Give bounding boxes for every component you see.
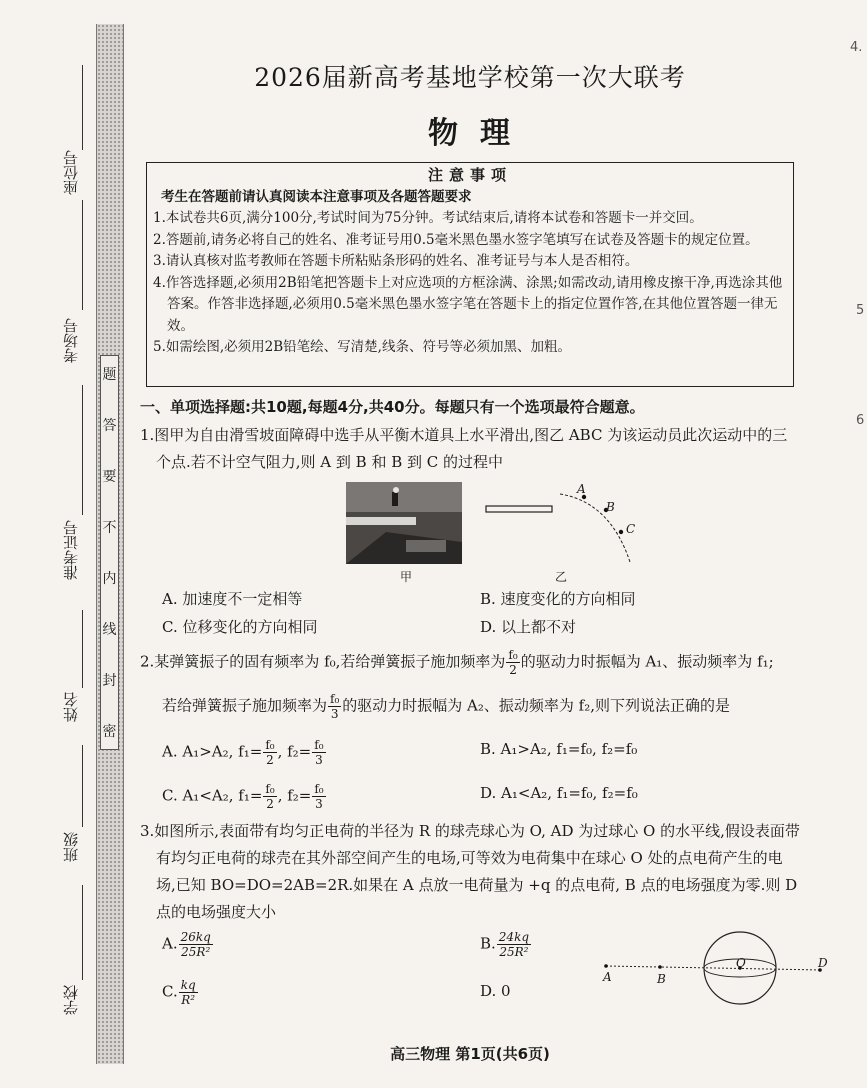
sphere-point-d: D [818, 956, 828, 970]
figure-a-label: 甲 [400, 570, 413, 584]
field-line [82, 385, 83, 515]
admission-number-field: 准考证号 [62, 520, 80, 580]
question-stem: 1.图甲为自由滑雪坡面障碍中选手从平衡木道具上水平滑出,图乙 ABC 为该运动员此次运动中的三个点.若不计空气阻力,则 A 到 B 和 B 到 C 的过程中 [140, 426, 788, 471]
q2-line-1: 2.某弹簧振子的固有频率为 f₀,若给弹簧振子施加频率为 $\frac{\text{f₀}}{2}$ 的驱动力时振幅为 A₁、振动频率为 f₁; [140, 648, 774, 677]
q3-option-d: D. 0 [480, 982, 511, 1000]
seal-char: 密 [102, 724, 117, 740]
sphere-point-o: O [736, 956, 746, 970]
question-3 [140, 818, 800, 926]
notice-item: 1.本试卷共6页,满分100分,考试时间为75分钟。考试结束后,请将本试卷和答题卡一并交回。 [153, 210, 703, 226]
field-line [82, 610, 83, 688]
edge-mark: 4. [850, 40, 863, 55]
class-field: 班级 [62, 832, 80, 862]
exam-title: 2026届新高考基地学校第一次大联考 [254, 63, 686, 92]
notice-box [146, 162, 794, 387]
q3-option-a: A. $\frac{26kq}{\text{25R²}}$ [162, 930, 211, 959]
section-title: 一、单项选择题:共10题,每题4分,共40分。每题只有一个选项最符合题意。 [140, 398, 645, 416]
page-footer: 高三物理 第1页(共6页) [390, 1045, 550, 1063]
subject-title: 物理 [428, 116, 532, 151]
notice-item: 3.请认真核对监考教师在答题卡所粘贴条形码的姓名、准考证号与本人是否相符。 [153, 253, 639, 269]
seal-char: 线 [102, 622, 117, 638]
q2-option-a: A. A₁>A₂, f₁= $\frac{\text{f₀}}{2}$ , f₂= $\frac{\text{f₀}}{3}$ [162, 738, 324, 767]
q2-option-b: B. A₁>A₂, f₁=f₀, f₂=f₀ [480, 740, 638, 758]
field-line [82, 885, 83, 980]
q1-option-a: A. 加速度不一定相等 [162, 590, 303, 608]
q2-option-d: D. A₁<A₂, f₁=f₀, f₂=f₀ [480, 784, 638, 802]
sphere-diagram [600, 926, 830, 1016]
q1-option-d: D. 以上都不对 [480, 618, 577, 636]
sphere-point-a: A [603, 970, 612, 984]
notice-intro: 考生在答题前请认真阅读本注意事项及各题答题要求 [161, 188, 472, 205]
seal-char: 封 [102, 673, 117, 689]
point-a-label: A [577, 482, 586, 496]
seal-char: 题 [102, 367, 117, 383]
edge-mark: 6 [856, 413, 865, 428]
figure-b-label: 乙 [555, 570, 568, 584]
point-b-label: B [606, 500, 615, 514]
q3-option-b: B. $\frac{24kq}{\text{25R²}}$ [480, 930, 530, 959]
seal-char: 要 [102, 469, 117, 485]
seat-number-field: 座位号 [62, 150, 80, 195]
notice-item: 4.作答选择题,必须用2B铅笔把答题卡上对应选项的方框涂满、涂黑;如需改动,请用橡皮擦干净,再选涂其他答案。作答非选择题,必须用0.5毫米黑色墨水签字笔在答题卡上的指定位置作答,在其他位置答题一律无效。 [153, 274, 783, 334]
notice-title: 注意事项 [427, 166, 512, 184]
seal-char: 内 [102, 571, 117, 587]
field-line [82, 200, 83, 310]
q2-line-2: 若给弹簧振子施加频率为 $\frac{\text{f₀}}{3}$ 的驱动力时振幅为 A₂、振动频率为 f₂,则下列说法正确的是 [162, 692, 730, 721]
name-field: 姓名 [62, 692, 80, 722]
q1-option-c: C. 位移变化的方向相同 [162, 618, 318, 636]
edge-mark: 5 [856, 303, 865, 318]
q1-option-b: B. 速度变化的方向相同 [480, 590, 636, 608]
exam-room-field: 考场号 [62, 318, 80, 363]
sphere-point-b: B [657, 972, 666, 986]
seal-char: 不 [102, 520, 117, 536]
point-c-label: C [626, 522, 636, 536]
question-stem: 3.如图所示,表面带有均匀正电荷的半径为 R 的球壳球心为 O, AD 为过球心 O 的水平线,假设表面带有均匀正电荷的球壳在其外部空间产生的电场,可等效为电荷集中在球心 O 处的点电荷产生的电场,已知 BO=DO=2AB=2R.如果在 A 点放一电荷量为 +q 的点电荷, B 点的电场强度为零.则 D 点的电场强度大小 [140, 822, 800, 921]
q3-option-c: C. $\frac{kq}{\text{R²}}$ [162, 978, 196, 1007]
field-line [82, 65, 83, 150]
seal-line-notice [100, 355, 119, 750]
trajectory-diagram [480, 482, 645, 572]
school-field: 学校 [62, 985, 80, 1015]
notice-item: 2.答题前,请务必将自己的姓名、准考证号用0.5毫米黑色墨水签字笔填写在试卷及答题卡的规定位置。 [153, 231, 759, 248]
question-1 [140, 422, 800, 476]
ski-photo [346, 482, 462, 564]
skier-photo-icon [346, 482, 462, 564]
q2-option-c: C. A₁<A₂, f₁= $\frac{\text{f₀}}{2}$ , f₂= $\frac{\text{f₀}}{3}$ [162, 782, 324, 811]
seal-char: 答 [102, 418, 117, 434]
field-line [82, 745, 83, 827]
notice-item: 5.如需绘图,必须用2B铅笔绘、写清楚,线条、符号等必须加黑、加粗。 [153, 339, 571, 355]
